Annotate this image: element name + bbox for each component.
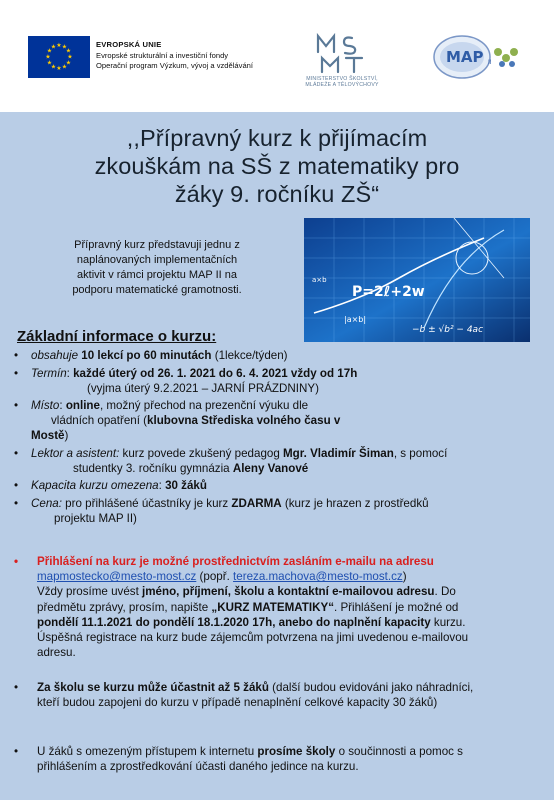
list-item-lecturer: • Lektor a asistent: kurz povede zkušený pedagog Mgr. Vladimír Šiman, s pomocí studentky 3. ročníku gymnázia Aleny Vanové [14, 446, 448, 475]
registration-emails: mapmostecko@mesto-most.cz (popř. tereza.machova@mesto-most.cz) [37, 570, 407, 584]
list-item-lessons: • obsahuje 10 lekcí po 60 minutách (1lekce/týden) [14, 349, 288, 362]
math-illustration [304, 218, 530, 342]
eu-fund: Evropské strukturální a investiční fondy [96, 50, 229, 60]
bullet-icon: • [14, 399, 19, 413]
map-logo [432, 34, 524, 80]
registration-line-2: předmětu zprávy, prosím, napište „KURZ MATEMATIKY“. Přihlášení je možné od [37, 600, 459, 614]
svg-text:★: ★ [67, 53, 73, 61]
formula-quadratic: −b ± √b² − 4ac [412, 325, 484, 335]
svg-text:★: ★ [61, 63, 68, 71]
svg-text:★: ★ [46, 47, 53, 55]
bullet-icon: • [14, 349, 19, 362]
header-band [0, 0, 554, 112]
eu-flag-logo [28, 36, 90, 78]
svg-text:★: ★ [50, 43, 57, 51]
msmt-text [292, 76, 392, 89]
bullet-icon: • [14, 745, 19, 758]
title-line-1: ,,Přípravný kurz k přijímacím [126, 125, 428, 151]
registration-lead: • Přihlášení na kurz je možné prostřednictvím zasláním e-mailu na adresu [14, 555, 434, 568]
registration-section [14, 554, 534, 660]
svg-text:II: II [488, 59, 492, 66]
email-link-primary[interactable]: mapmostecko@mesto-most.cz [37, 570, 197, 584]
course-title [40, 124, 514, 208]
intro-line-4: podporu matematické gramotnosti. [72, 284, 242, 296]
svg-text:★: ★ [65, 59, 72, 67]
bullet-icon: • [14, 555, 19, 568]
intro-line-2: naplánovaných implementačních [76, 254, 238, 266]
bullet-icon: • [14, 446, 19, 460]
email-link-alternate[interactable]: tereza.machova@mesto-most.cz [233, 570, 403, 584]
bullet-icon: • [14, 681, 19, 694]
list-item-price: • Cena: pro přihlášené účastníky je kurz ZDARMA (kurz je hrazen z prostředků projektu MAP II) [14, 496, 429, 525]
intro-line-3: aktivit v rámci projektu MAP II na [77, 269, 237, 281]
list-item-capacity: • Kapacita kurzu omezena: 30 žáků [14, 479, 207, 493]
school-limit-note: • Za školu se kurzu může účastnit až 5 žáků (další budou evidováni jako náhradníci, kteří budou zapojeni do kurzu v případě nenaplnění celkové kapacity 30 žáků) [14, 681, 474, 710]
registration-line-1: Vždy prosíme uvést jméno, příjmení, školu a kontaktní e-mailovou adresu. Do [37, 585, 456, 599]
svg-text:★: ★ [45, 53, 51, 61]
eu-program: Operační program Výzkum, vývoj a vzdělávání [96, 61, 254, 70]
formula-cross: a×b [312, 276, 327, 284]
internet-access-note: • U žáků s omezeným přístupem k internetu prosíme školy o součinnosti a pomoc s přihlášením a zprostředkování účasti daného jedince na kurzu. [14, 745, 463, 774]
svg-text:★: ★ [46, 59, 53, 67]
msmt-line1: MINISTERSTVO ŠKOLSTVÍ, [306, 76, 378, 82]
bullet-icon: • [14, 496, 19, 510]
svg-text:★: ★ [61, 43, 68, 51]
eu-title: EVROPSKÁ UNIE [96, 40, 162, 49]
title-line-3: žáky 9. ročníku ZŠ“ [174, 181, 380, 207]
formula-cross-norm: |a×b| [344, 315, 367, 324]
svg-text:★: ★ [50, 63, 57, 71]
list-item-term: • Termín: každé úterý od 26. 1. 2021 do 6. 4. 2021 vždy od 17h (vyjma úterý 9.2.2021 – JARNÍ PRÁZDNINY) [14, 366, 358, 395]
svg-text:★: ★ [65, 47, 72, 55]
intro-line-1: Přípravný kurz představuji jednu z [74, 239, 240, 251]
intro-text [26, 238, 288, 298]
eu-program-text [96, 40, 296, 72]
title-line-2: zkouškám na SŠ z matematiky pro [94, 153, 460, 179]
svg-text:★: ★ [56, 65, 62, 72]
list-item-place: • Místo: online, možný přechod na prezenční výuku dle vládních opatření (klubovna Střediska volného času v Mostě) [14, 399, 341, 443]
msmt-logo [312, 30, 372, 78]
basic-info-heading: Základní informace o kurzu: [17, 328, 217, 345]
basic-info-list [14, 348, 534, 529]
bullet-icon: • [14, 366, 19, 380]
registration-line-3: pondělí 11.1.2021 do pondělí 18.1.2020 17h, anebo do naplnění kapacity kurzu. [37, 615, 466, 629]
registration-line-5: adresu. [37, 646, 76, 660]
formula-perimeter: P=2ℓ+2w [352, 284, 425, 300]
registration-line-4: Úspěšná registrace na kurz bude zájemcům potvrzena na jimi uvedenou e-mailovou [37, 631, 469, 645]
bullet-icon: • [14, 479, 19, 493]
msmt-line2: MLÁDEŽE A TĚLOVÝCHOVY [305, 82, 379, 89]
svg-text:★: ★ [56, 42, 62, 49]
svg-text:MAP: MAP [446, 48, 484, 66]
